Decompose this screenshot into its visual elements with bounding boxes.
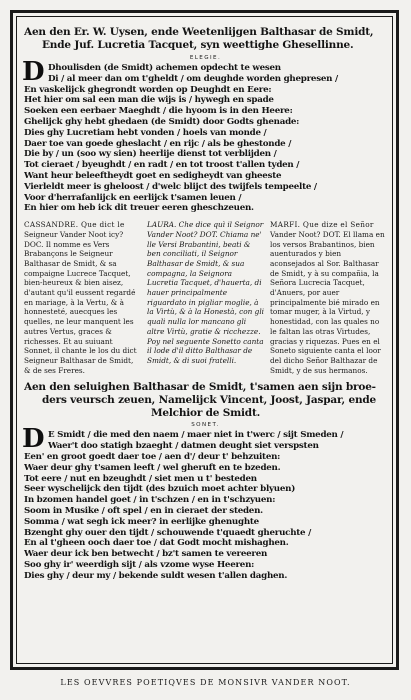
french-text: Seigneur Vander Noot icy? DOC. Il nomme es Vers Brabançons le Seigneur Balthasar de Smidt, & sa compaigne Lucrece Tacquet, bien-heureux & bien aisez, d'autant qu'il eussent regardé en mariage, à la Vertu, & à honnesteté, auecques les quelles, ne leur manquent les autres Vertus, graces & richesses. Et au suiuant Sonnet, il chante le los du dict Seigneur Balthasar de Smidt, & de ses Freres. <box>24 229 137 375</box>
sonet-line: En al t'gheen ooch daer toe / dat Godt mocht mishaghen. <box>24 538 289 549</box>
elegie-dropcap: D <box>22 57 45 87</box>
italian-text: Seignor Vander Noot? DOT. Chiama ne' lle Versi Brabantini, beati & ben conciliati, il Seignor Balthasar de Smidt, & sua compagna, la Seignora Lucretia Tacquet, d'hauerta, di hauer principalmente riguardato in pigliar moglie, à la Virtù, & à la Honestà, con gli quali nulla lor mancano gli altre Virtù, gratie & ricchezze. Poy nel seguente Sonetto canta il lode d'il ditto Balthasar de Smidt, & di suoi fratelli. <box>147 220 265 365</box>
translations <box>24 220 387 375</box>
elegie-line: Di / al meer dan om t'gheldt / om deughde worden ghepresen / <box>48 73 338 84</box>
elegie-line: Dies ghy Lucretiam hebt vonden / hoels van monde / <box>24 127 267 138</box>
elegie-line: Vierleldt meer is gheloost / d'welc blijct des twijfels tempeelte / <box>24 181 317 192</box>
elegie-title-block <box>24 26 387 58</box>
elegie-line: Die by / un (soo wy sien) heerlije dienst tot verblijden / <box>24 149 277 160</box>
sonet-line: Tot eere / nut en bzeughdt / siet men u t' besteden <box>24 473 257 484</box>
sonet-line: E Smidt / die med den naem / maer niet in t'werc / sijt Smeden / <box>48 430 344 441</box>
elegie-line: Dhoulisden (de Smidt) achemen opdecht te wesen <box>48 63 281 73</box>
sonet-dropcap: D <box>22 424 45 455</box>
sonet-line: Waer't doo statigh bzaeght / datmen deught siet verspsten <box>48 441 319 452</box>
sonet-line: Soom in Musike / oft spel / en in cieraet der steden. <box>24 505 263 516</box>
sonet-line: Een' en groot goedt daer toe / aen d'/ deur t' behzuiten: <box>24 452 281 462</box>
sonet-line: Seer wyschelijck den tijdt (des bzuich moet achter blyuen) <box>24 484 296 495</box>
italian-column <box>147 220 264 375</box>
spanish-text: Vander Noot? DOT. El llama en los versos Brabantinos, bien auenturados y bien aconsejados al Sor. Balthasar de Smidt, y à su compañia, la Señora Lucrecia Tacquet, d'Anuers, por auer principalmente bié mirado en tomar muger, à la Virtud, y honestidad, con las quales no le faltan las otras Virtudes, gracias y riquezas. Pues en el Soneto siguiente canta el loor del dicho Señor Balthazar de Smidt, y de sus hermanos. <box>270 229 385 375</box>
sonet-title-line-3: Melchior de Smidt. <box>150 407 261 420</box>
elegie-line: Tot cieraet / byeughdt / en radt / en tot troost t'allen tyden / <box>24 160 300 171</box>
sonet-line: In bzomen handel goet / in t'schzen / en in t'schzyuen: <box>24 495 276 506</box>
french-lead: CASSANDRE. Que dict le <box>24 220 125 230</box>
sonet-line: Bzenght ghy ouer den tijdt / schouwende t'quaedt gheruchte / <box>24 527 312 538</box>
running-footer: LES OEVVRES POETIQVES DE MONSIVR VANDER NOOT. <box>60 678 351 687</box>
sonet-lines <box>24 430 387 581</box>
elegie-line: Ghelijck ghy hebt ghedaen (de Smidt) door Godts ghenade: <box>24 116 300 127</box>
sonet-line: Somma / wat segh ick meer? in eerlijke ghenughte <box>24 516 259 527</box>
elegie-line: Soeken een eerbaer Maeghdt / die hyoom is in den Heere: <box>24 106 293 117</box>
elegie-line: Voor d'herrafanlijck en eerlijck t'samen leuen / <box>24 192 242 203</box>
sonet-title-line-1: Aen den seluighen Balthasar de Smidt, t'samen aen sijn broe- <box>24 381 376 394</box>
elegie-line: En vaskelijck ghegrondt worden op Deughdt en Eere: <box>24 84 272 95</box>
spanish-column <box>270 220 387 375</box>
french-column <box>24 220 141 375</box>
elegie-title-line-2: Ende Juf. Lucretia Tacquet, syn weettighe Ghesellinne. <box>42 39 354 51</box>
elegie-label: ELEGIE. <box>189 55 222 61</box>
sonet-line: Waer deur ick ben betwecht / bz't samen te vereeren <box>24 549 268 560</box>
sonet-title-line-2: ders veursch zeuen, Namelijck Vincent, Joost, Jaspar, ende <box>42 394 377 407</box>
sonet-line: Dies ghy / deur my / bekende suldt wesen t'allen daghen. <box>24 570 288 581</box>
sonet-label: SONET. <box>191 422 220 429</box>
sonet-title-block <box>24 381 387 420</box>
elegie-title-line-1: Aen den Er. W. Uysen, ende Weetenlijgen Balthasar de Smidt, <box>24 26 374 38</box>
spanish-lead: MARFI. Que dize el Señor <box>270 220 374 230</box>
sonet-line: Waer deur ghy t'samen leeft / wel gheruft en te bzeden. <box>24 462 281 473</box>
elegie-line: Daer toe van goede gheslacht / en rijc / als be ghestonde / <box>24 138 292 149</box>
sonet-line: Soo ghy ir' weerdigh sijt / als vzome wyse Heeren: <box>24 559 255 570</box>
elegie-lines <box>24 63 387 214</box>
elegie-line: En hier om heb ick dit treuer eeren gheschzeuen. <box>24 203 254 214</box>
italian-lead: LAURA. Che dice quì il <box>147 220 233 230</box>
elegie-line: Het hier om sal een man die wijs is / hywegh en spade <box>24 95 274 106</box>
content <box>24 26 387 582</box>
elegie-line: Want heur beleeftheydt goet en sedigheydt van gheeste <box>24 170 282 181</box>
